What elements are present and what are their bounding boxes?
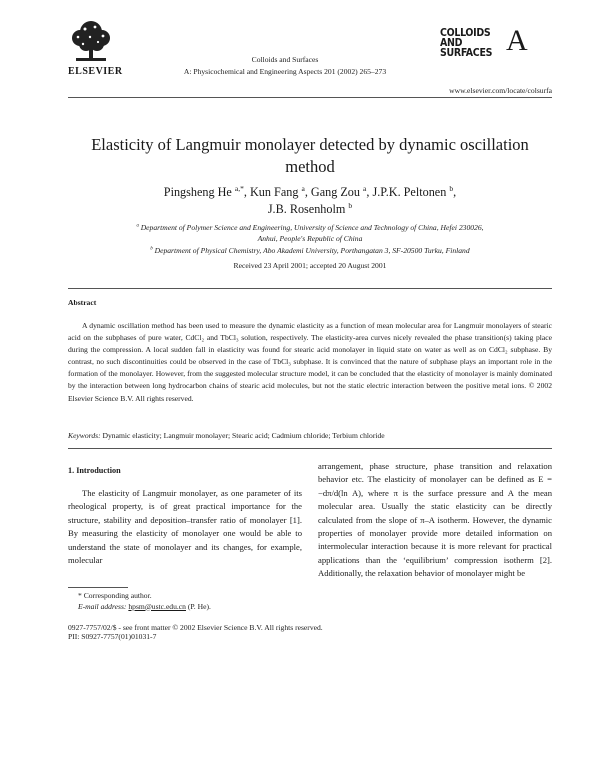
cover-word-3: SURFACES xyxy=(440,47,493,59)
affiliation-a-line-2: Anhui, People's Republic of China xyxy=(257,234,363,243)
keywords-list: Dynamic elasticity; Langmuir monolayer; Stearic acid; Cadmium chloride; Terbium chloride xyxy=(102,431,385,440)
cover-letter: A xyxy=(506,24,528,57)
authors-line-2 xyxy=(68,201,552,218)
author-2-affil: a xyxy=(301,183,305,193)
cover-word-1: COLLOIDS xyxy=(440,27,491,39)
journal-name xyxy=(160,54,410,78)
publisher-name: ELSEVIER xyxy=(68,66,123,77)
author-4: J.P.K. Peltonen xyxy=(372,185,447,199)
front-matter-line-1: 0927-7757/02/$ - see front matter © 2002 Elsevier Science B.V. All rights reserved. xyxy=(68,623,323,632)
author-1: Pingsheng He xyxy=(163,185,232,199)
author-5-affil: b xyxy=(348,200,353,210)
journal-url-link[interactable]: www.elsevier.com/locate/colsurfa xyxy=(449,86,552,95)
affiliation-a xyxy=(68,222,552,244)
intro-paragraph-left: The elasticity of Langmuir monolayer, as one parameter of its rheological property, is of great practical importance for the structure, stability and deposition–transfer ratio of monolayer [1]. By measuring the elasticity of monolayer one would be able to understand the state of monolayer and its changes, for example, molecular xyxy=(68,488,302,566)
pii-line: PII: S0927-7757(01)01031-7 xyxy=(68,632,157,641)
keywords-label: Keywords: xyxy=(68,431,101,440)
author-3: Gang Zou xyxy=(310,185,360,199)
affiliation-a-line-1: Department of Polymer Science and Engineering, University of Science and Technology of China, Hefei 230026, xyxy=(140,223,484,232)
cover-word-2: AND xyxy=(440,37,463,49)
received-dates: Received 23 April 2001; accepted 20 August 2001 xyxy=(233,261,387,270)
email-line xyxy=(68,602,302,613)
affiliation-b-mark: b xyxy=(150,246,153,252)
footnote-divider xyxy=(68,587,128,588)
abstract-text: A dynamic oscillation method has been used to measure the dynamic elasticity as a function of mean molecular area for Langmuir monolayers of stearic acid on the subphases of pure water, CdCl₂ and TbCl₃ solution, respectively. The elasticity-area curves nicely revealed the phase transition(s) taking place during the compression. A local sudden fall in elasticity was found for stearic acid monolayer in liquid state on water as well as on CdCl₂ subphase. By contrast, no such discontinuities could be observed in the case of TbCl₃ subphase. It is convinced that the nature of subphase plays an important role in the formation of the monolayer. However, from the suggested molecular structure model, it can be concluded that the elasticity of monolayer is mainly dominated by the interaction between long hydrocarbon chains of stearic acid molecules, but not the static electric interaction between the positive metal ions. © 2002 Elsevier Science B.V. All rights reserved. xyxy=(68,321,552,403)
journal-line-1: Colloids and Surfaces xyxy=(251,55,319,64)
author-list xyxy=(68,184,552,218)
author-3-affil: a xyxy=(363,183,367,193)
front-matter xyxy=(68,623,552,641)
authors-line-1: Pingsheng He $^{a,*}$, Kun Fang $^a$, Gang Zou $^a$, J.P.K. Peltonen $^b$, xyxy=(163,183,457,199)
article-title: Elasticity of Langmuir monolayer detected by dynamic oscillation method xyxy=(91,135,529,176)
email-label: E-mail address: xyxy=(78,601,127,611)
affiliation-b-line-1: Department of Physical Chemistry, Abo Akademi University, Porthangatan 3, SF-20500 Turku, Finland xyxy=(154,246,470,255)
header-divider xyxy=(68,97,552,98)
email-suffix: (P. He). xyxy=(187,601,211,611)
author-1-affil: a,* xyxy=(234,183,244,193)
left-column xyxy=(68,466,302,567)
affiliation-b xyxy=(68,245,552,256)
section-heading-introduction: 1. Introduction xyxy=(68,466,121,475)
author-5: J.B. Rosenholm xyxy=(267,202,346,216)
abstract-top-divider xyxy=(68,288,552,289)
footnote xyxy=(68,591,302,612)
affiliation-a-mark: a xyxy=(136,223,139,229)
corresponding-author-note: * Corresponding author. xyxy=(78,591,152,600)
cover-words xyxy=(440,28,492,58)
email-link[interactable]: hpsm@ustc.edu.cn xyxy=(128,601,186,611)
journal-line-2: A: Physicochemical and Engineering Aspects 201 (2002) 265–273 xyxy=(183,67,387,76)
keywords-line xyxy=(68,431,552,440)
abstract-heading: Abstract xyxy=(68,298,97,307)
elsevier-tree-logo xyxy=(68,18,114,64)
author-4-affil: b xyxy=(449,183,454,193)
author-2: Kun Fang xyxy=(250,185,299,199)
intro-paragraph-right: arrangement, phase structure, phase transition and relaxation behavior etc. The elasticity of monolayer can be defined as E = −dπ/d(ln A), where π is the surface pressure and A the mean molecular area. Usually the static elasticity can be directly calculated from the slope of π–A isotherm. However, the dynamic properties of monolayer provide more detailed information on intermolecular interaction because it is more relevant for practical applications than the ‘equilibrium’ compression isotherm [2]. Additionally, the relaxation behavior of monolayer might be xyxy=(318,461,552,579)
journal-cover-mark xyxy=(440,26,548,76)
keywords-divider xyxy=(68,448,552,449)
